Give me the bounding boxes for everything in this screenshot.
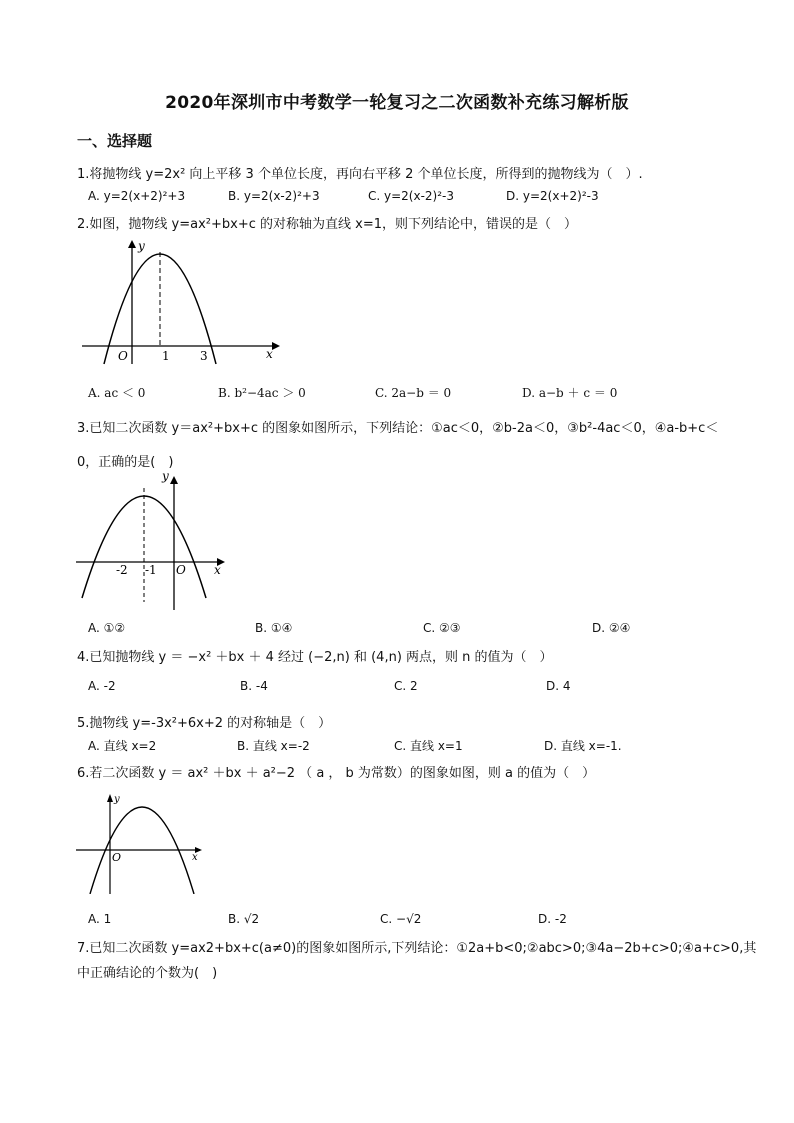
question-6-option-b[interactable]: B. √2: [228, 912, 260, 926]
tick-label-minus-2: -2: [116, 563, 128, 577]
question-6-option-c[interactable]: C. −√2: [380, 912, 422, 926]
question-3-text-line-2: 0，正确的是( ): [77, 455, 174, 470]
x-axis-label: x: [266, 347, 273, 361]
y-axis-label: y: [114, 794, 120, 805]
y-axis-label: y: [162, 470, 169, 483]
origin-label: O: [112, 851, 122, 864]
question-2-option-d[interactable]: D. a−b ＋ c ＝ 0: [522, 386, 618, 400]
question-7-text-line-1: 7.已知二次函数 y=ax2+bx+c(a≠0)的图象如图所示,下列结论：①2a+b<0;②abc>0;③4a−2b+c>0;④a+c>0,其: [77, 941, 757, 956]
question-3-text-line-1: 3.已知二次函数 y＝ax²+bx+c 的图象如图所示，下列结论：①ac＜0，②b-2a＜0，③b²-4ac＜0，④a-b+c＜: [77, 421, 719, 436]
question-5-option-a[interactable]: A. 直线 x=2: [88, 739, 157, 753]
y-axis-arrow: [170, 476, 178, 484]
section-heading: 一、选择题: [77, 132, 153, 150]
question-5-option-b[interactable]: B. 直线 x=-2: [237, 739, 310, 753]
question-1-option-b[interactable]: B. y=2(x-2)²+3: [228, 189, 320, 203]
question-1-option-d[interactable]: D. y=2(x+2)²-3: [506, 189, 599, 203]
question-4-option-a[interactable]: A. -2: [88, 679, 116, 693]
question-7-text-line-2: 中正确结论的个数为( ): [77, 966, 218, 981]
question-2-text: 2.如图，抛物线 y=ax²+bx+c 的对称轴为直线 x=1，则下列结论中，错误的是（ ）: [77, 217, 577, 232]
question-3-option-d[interactable]: D. ②④: [592, 621, 631, 635]
origin-label: O: [176, 563, 186, 577]
x-axis-label: x: [192, 852, 198, 863]
question-4-option-c[interactable]: C. 2: [394, 679, 418, 693]
question-4-text: 4.已知抛物线 y ＝ −x² ＋bx ＋ 4 经过 (−2,n) 和 (4,n) 两点，则 n 的值为（ ）: [77, 650, 553, 665]
question-3-option-c[interactable]: C. ②③: [423, 621, 461, 635]
y-axis-arrow: [128, 240, 136, 248]
question-4-option-b[interactable]: B. -4: [240, 679, 268, 693]
question-5-option-d[interactable]: D. 直线 x=-1.: [544, 739, 622, 753]
question-3-option-b[interactable]: B. ①④: [255, 621, 293, 635]
question-5-option-c[interactable]: C. 直线 x=1: [394, 739, 463, 753]
tick-label-minus-1: -1: [145, 563, 157, 577]
question-6-option-a[interactable]: A. 1: [88, 912, 112, 926]
document-title: 2020年深圳市中考数学一轮复习之二次函数补充练习解析版: [165, 93, 629, 113]
question-2-option-b[interactable]: B. b²−4ac ＞ 0: [218, 386, 306, 400]
question-5-text: 5.抛物线 y=-3x²+6x+2 的对称轴是（ ）: [77, 716, 332, 731]
x-axis-label: x: [214, 563, 221, 577]
question-4-option-d[interactable]: D. 4: [546, 679, 571, 693]
question-2-option-a[interactable]: A. ac ＜ 0: [88, 386, 146, 400]
origin-label: O: [118, 349, 128, 363]
question-3-option-a[interactable]: A. ①②: [88, 621, 126, 635]
question-1-option-c[interactable]: C. y=2(x-2)²-3: [368, 189, 455, 203]
question-1-text: 1.将抛物线 y=2x² 向上平移 3 个单位长度，再向右平移 2 个单位长度，所得到的抛物线为（ ）.: [77, 167, 643, 182]
y-axis-label: y: [138, 239, 145, 253]
x-axis-arrow: [272, 342, 280, 350]
question-6-option-d[interactable]: D. -2: [538, 912, 567, 926]
question-2-option-c[interactable]: C. 2a−b ＝ 0: [375, 386, 452, 400]
tick-label-3: 3: [200, 349, 208, 363]
question-3-figure: [74, 470, 234, 610]
question-1-option-a[interactable]: A. y=2(x+2)²+3: [88, 189, 186, 203]
question-6-figure: [74, 790, 208, 894]
y-axis-arrow: [107, 794, 113, 802]
tick-label-1: 1: [162, 349, 170, 363]
question-6-text: 6.若二次函数 y ＝ ax² ＋bx ＋ a²−2 （ a ， b 为常数）的图象如图，则 a 的值为（ ）: [77, 766, 596, 781]
question-2-figure: [80, 236, 280, 366]
